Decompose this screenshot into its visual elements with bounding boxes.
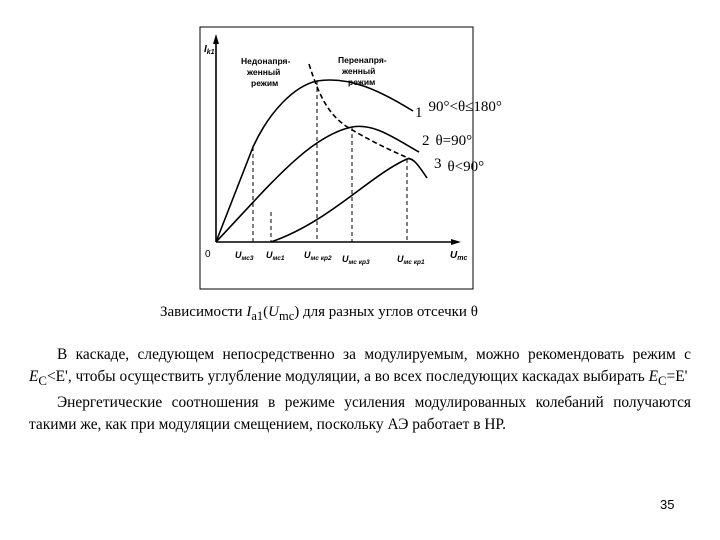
graph-figure	[199, 26, 502, 290]
curve-label-2: 2 θ=90°	[422, 133, 473, 149]
body-text	[29, 344, 691, 436]
origin-label: 0	[205, 249, 211, 260]
x-tick-label: $U_{мс кр1}$	[397, 254, 425, 266]
graph-svg	[199, 26, 502, 290]
curve-label-3: 3 θ<90°	[434, 156, 485, 175]
curve-1	[216, 80, 413, 242]
critical-lines	[253, 81, 407, 242]
x-tick-label: $U_{мс кр3}$	[342, 254, 370, 266]
paragraph-1: В каскаде, следующем непосредственно за модулируемым, можно рекомендовать режим с $E_C<E'$, чтобы осуществить углубление модуляции, а во всех последующих каскадах выбирать $E_C=E'$	[29, 346, 691, 389]
paragraph-2: Энергетические соотношения в режиме усиления модулированных колебаний получаются такими же, как при модуляции смещением, поскольку АЭ работает в НР.	[29, 394, 691, 434]
figure-caption: Зависимости $I_{a1}(U_{mc})$ для разных углов отсечки θ	[160, 304, 478, 323]
region-label-under: Недонапря- женный режим	[241, 56, 291, 88]
page-number: 35	[660, 497, 675, 512]
y-axis-label: $I_{k1}$	[204, 44, 215, 56]
x-tick-label: $U_{мс кр2}$	[304, 250, 332, 262]
x-tick-labels	[235, 250, 425, 266]
curve-3	[271, 159, 427, 242]
x-tick-label: $U_{мс3}$	[235, 250, 254, 262]
y-axis-arrow	[213, 34, 219, 44]
curve-label-1: 1 90°<θ≤180°	[415, 99, 502, 121]
region-label-over: Перенапря- женный режим	[338, 55, 387, 87]
x-tick-label: $U_{мс1}$	[266, 250, 285, 262]
x-axis-arrow	[451, 239, 461, 245]
x-axis-label: $U_{mc}$	[450, 250, 468, 262]
